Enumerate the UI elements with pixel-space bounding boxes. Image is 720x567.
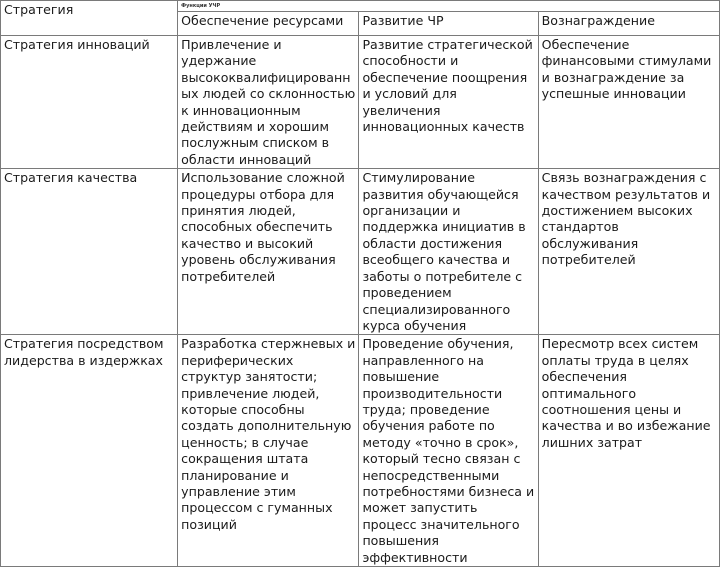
header-resources-cell — [178, 12, 359, 36]
table-row — [1, 169, 720, 335]
header-reward-cell — [538, 12, 719, 36]
development-cell: Проведение обучения, направленного на повышение производительности труда; проведение обучения работе по методу «точно в срок», который тесно связан с непосредственными потребностями бизнеса и может запустить процесс значительного повышения эффективности — [359, 335, 538, 567]
development-cell: Развитие стратегической способности и обеспечение поощрения и условий для увеличения инновационных качеств — [359, 36, 538, 169]
header-subtitle: Функции УЧР — [181, 3, 221, 9]
strategy-cell: Стратегия качества — [1, 169, 178, 335]
header-top-row — [1, 1, 720, 12]
table-row — [1, 335, 720, 567]
header-development-label: Развитие ЧР — [362, 13, 444, 28]
header-functions-cell — [178, 1, 720, 12]
header-strategy-cell — [1, 1, 178, 36]
development-cell: Стимулирование развития обучающейся организации и поддержка инициатив в области достижения всеобщего качества и заботы о потребителе с проведением специализированного курса обучения — [359, 169, 538, 335]
resources-cell: Использование сложной процедуры отбора для принятия людей, способных обеспечить качество и высокий уровень обслуживания потребителей — [178, 169, 359, 335]
table-row — [1, 36, 720, 169]
strategy-cell: Стратегия инноваций — [1, 36, 178, 169]
header-development-cell — [359, 12, 538, 36]
reward-cell: Связь вознаграждения с качеством результатов и достижением высоких стандартов обслуживания потребителей — [538, 169, 719, 335]
header-strategy-label: Стратегия — [4, 2, 74, 17]
strategy-cell: Стратегия посредством лидерства в издержках — [1, 335, 178, 567]
resources-cell: Привлечение и удержание высококвалифицированных людей со склонностью к инновационным действиям и хорошим послужным списком в области инноваций — [178, 36, 359, 169]
resources-cell: Разработка стержневых и периферических структур занятости; привлечение людей, которые способны создать дополнительную ценность; в случае сокращения штата планирование и управление этим процессом с гуманных позиций — [178, 335, 359, 567]
reward-cell: Пересмотр всех систем оплаты труда в целях обеспечения оптимального соотношения цены и качества и во избежание лишних затрат — [538, 335, 719, 567]
reward-cell: Обеспечение финансовыми стимулами и вознаграждение за успешные инновации — [538, 36, 719, 169]
header-resources-label: Обеспечение ресурсами — [181, 13, 344, 28]
header-reward-label: Вознаграждение — [541, 13, 655, 28]
